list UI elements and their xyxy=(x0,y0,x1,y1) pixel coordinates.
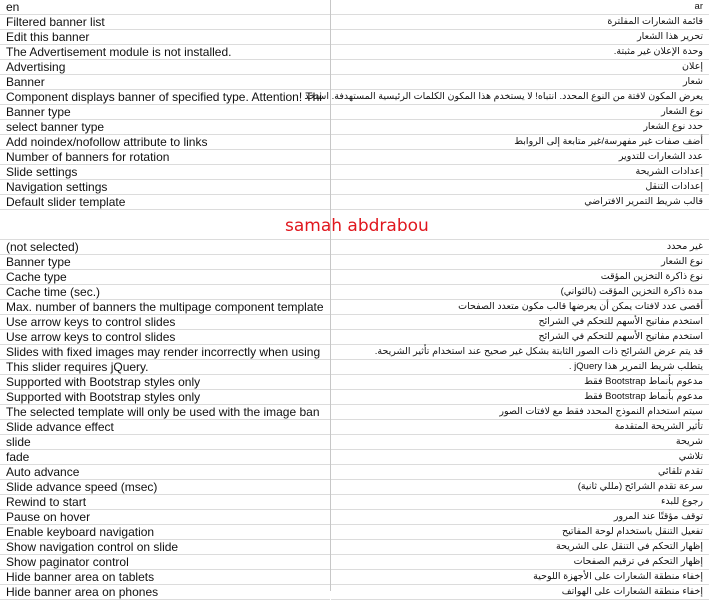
cell-ar[interactable]: يتطلب شريط التمرير هذا jQuery . xyxy=(568,361,703,372)
table-row[interactable] xyxy=(0,345,330,360)
table-row[interactable] xyxy=(331,345,709,360)
cell-ar[interactable]: إظهار التحكم في التنقل على الشريحة xyxy=(556,541,703,552)
cell-ar[interactable]: مدة ذاكرة التخزين المؤقت (بالثواني) xyxy=(560,286,703,297)
cell-en[interactable]: (not selected) xyxy=(6,240,79,254)
cell-en[interactable]: This slider requires jQuery. xyxy=(6,360,149,374)
table-row[interactable] xyxy=(331,75,709,90)
table-row[interactable] xyxy=(331,105,709,120)
table-row[interactable] xyxy=(331,480,709,495)
cell-ar[interactable]: تأثير الشريحة المتقدمة xyxy=(614,421,703,432)
table-row[interactable] xyxy=(0,300,330,315)
cell-en[interactable]: Pause on hover xyxy=(6,510,91,524)
cell-ar[interactable]: تفعيل التنقل باستخدام لوحة المفاتيح xyxy=(561,526,703,537)
cell-en[interactable]: Navigation settings xyxy=(6,180,108,194)
table-row[interactable] xyxy=(331,60,709,75)
table-row[interactable] xyxy=(331,240,709,255)
cell-en[interactable]: Filtered banner list xyxy=(6,15,105,29)
cell-ar[interactable]: وحدة الإعلان غير مثبتة. xyxy=(613,46,703,57)
table-row[interactable] xyxy=(331,195,709,210)
cell-en[interactable]: Component displays banner of specified type. Attention! Thi xyxy=(6,90,322,104)
table-row[interactable] xyxy=(331,270,709,285)
cell-en[interactable]: Banner type xyxy=(6,255,71,269)
table-row[interactable] xyxy=(0,255,330,270)
table-row[interactable] xyxy=(331,390,709,405)
table-row[interactable] xyxy=(0,135,330,150)
table-row[interactable] xyxy=(0,90,330,105)
table-row[interactable] xyxy=(0,495,330,510)
table-row[interactable] xyxy=(0,150,330,165)
cell-en[interactable]: Rewind to start xyxy=(6,495,87,509)
table-row[interactable] xyxy=(331,405,709,420)
cell-ar[interactable]: تحرير هذا الشعار xyxy=(637,31,703,42)
cell-en[interactable]: Banner type xyxy=(6,105,71,119)
cell-en[interactable]: Show paginator control xyxy=(6,555,129,569)
table-row[interactable] xyxy=(0,105,330,120)
table-row[interactable] xyxy=(331,45,709,60)
table-row[interactable] xyxy=(0,555,330,570)
column-en xyxy=(0,0,331,599)
table-row[interactable] xyxy=(331,360,709,375)
cell-ar[interactable]: إعدادات التنقل xyxy=(645,181,703,192)
table-row[interactable] xyxy=(331,120,709,135)
cell-ar[interactable]: قالب شريط التمرير الافتراضي xyxy=(584,196,703,207)
cell-ar[interactable]: سيتم استخدام النموذج المحدد فقط مع لافتات الصور xyxy=(499,406,703,417)
cell-ar[interactable]: قائمة الشعارات المفلترة xyxy=(607,16,703,27)
cell-en[interactable]: select banner type xyxy=(6,120,105,134)
table-row[interactable] xyxy=(0,120,330,135)
cell-en[interactable]: The Advertisement module is not installed. xyxy=(6,45,232,59)
table-row[interactable] xyxy=(0,30,330,45)
cell-ar[interactable]: شريحة xyxy=(675,436,703,447)
cell-en[interactable]: fade xyxy=(6,450,30,464)
table-row[interactable] xyxy=(0,390,330,405)
table-row[interactable] xyxy=(0,270,330,285)
cell-ar[interactable]: توقف مؤقتًا عند المرور xyxy=(613,511,703,522)
table-row[interactable] xyxy=(0,405,330,420)
table-row[interactable] xyxy=(331,315,709,330)
cell-en[interactable]: Supported with Bootstrap styles only xyxy=(6,390,201,404)
cell-ar[interactable]: إخفاء منطقة الشعارات على الهواتف xyxy=(561,586,703,597)
table-row[interactable] xyxy=(0,165,330,180)
table-row[interactable] xyxy=(0,450,330,465)
cell-en[interactable]: Add noindex/nofollow attribute to links xyxy=(6,135,208,149)
cell-ar[interactable]: غير محدد xyxy=(666,241,703,252)
table-row[interactable] xyxy=(331,285,709,300)
table-row[interactable] xyxy=(331,135,709,150)
cell-en[interactable]: Slide advance effect xyxy=(6,420,114,434)
table-row[interactable] xyxy=(0,330,330,345)
table-row[interactable] xyxy=(331,180,709,195)
table-row[interactable] xyxy=(0,360,330,375)
cell-ar[interactable]: حدد نوع الشعار xyxy=(643,121,703,132)
cell-en[interactable]: Auto advance xyxy=(6,465,80,479)
table-row[interactable] xyxy=(331,555,709,570)
table-row[interactable] xyxy=(304,90,709,105)
table-row[interactable] xyxy=(0,585,330,600)
table-row[interactable] xyxy=(0,195,330,210)
cell-ar[interactable]: قد يتم عرض الشرائح ذات الصور الثابتة بشكل غير صحيح عند استخدام تأثير الشريحة. xyxy=(374,346,703,357)
cell-en[interactable]: Use arrow keys to control slides xyxy=(6,315,176,329)
table-row[interactable] xyxy=(0,315,330,330)
table-row[interactable] xyxy=(331,450,709,465)
table-row[interactable] xyxy=(331,375,709,390)
cell-ar[interactable]: يعرض المكون لافتة من النوع المحدد. انتباه! لا يستخدم هذا المكون الكلمات الرئيسية المستهدفة. استخد xyxy=(304,91,703,102)
cell-ar[interactable]: مدعوم بأنماط Bootstrap فقط xyxy=(584,391,703,402)
cell-en[interactable]: Use arrow keys to control slides xyxy=(6,330,176,344)
table-row[interactable] xyxy=(331,570,709,585)
cell-ar[interactable]: إخفاء منطقة الشعارات على الأجهزة اللوحية xyxy=(533,571,703,582)
table-row[interactable] xyxy=(331,255,709,270)
header-cell-ar[interactable]: ar xyxy=(694,1,703,12)
cell-ar[interactable]: أقصى عدد لافتات يمكن أن يعرضها قالب مكون متعدد الصفحات xyxy=(458,301,703,312)
cell-en[interactable]: Number of banners for rotation xyxy=(6,150,170,164)
cell-ar[interactable]: تقدم تلقائي xyxy=(657,466,703,477)
cell-en[interactable]: Max. number of banners the multipage component template xyxy=(6,300,324,314)
cell-en[interactable]: slide xyxy=(6,435,31,449)
table-row[interactable] xyxy=(0,480,330,495)
cell-ar[interactable]: نوع الشعار xyxy=(661,256,703,267)
cell-en[interactable]: Cache type xyxy=(6,270,67,284)
cell-ar[interactable]: إعدادات الشريحة xyxy=(635,166,703,177)
table-row[interactable] xyxy=(0,240,330,255)
cell-en[interactable]: The selected template will only be used with the image ban xyxy=(6,405,320,419)
cell-ar[interactable]: نوع الشعار xyxy=(661,106,703,117)
table-row[interactable] xyxy=(331,300,709,315)
cell-en[interactable]: Edit this banner xyxy=(6,30,90,44)
table-row[interactable] xyxy=(0,210,330,240)
table-row[interactable] xyxy=(0,15,330,30)
cell-ar[interactable]: إظهار التحكم في ترقيم الصفحات xyxy=(573,556,703,567)
cell-ar[interactable]: شعار xyxy=(682,76,703,87)
cell-en[interactable]: Banner xyxy=(6,75,45,89)
cell-en[interactable]: Hide banner area on tablets xyxy=(6,570,155,584)
table-row[interactable] xyxy=(331,150,709,165)
table-row[interactable] xyxy=(331,495,709,510)
table-row[interactable] xyxy=(331,0,709,15)
table-row[interactable] xyxy=(0,285,330,300)
table-row[interactable] xyxy=(331,330,709,345)
table-row[interactable] xyxy=(331,30,709,45)
column-ar xyxy=(304,0,709,597)
table-row[interactable] xyxy=(0,435,330,450)
table-row[interactable] xyxy=(0,510,330,525)
header-cell-en[interactable]: en xyxy=(6,0,20,14)
cell-en[interactable]: Enable keyboard navigation xyxy=(6,525,155,539)
table-row[interactable] xyxy=(0,420,330,435)
cell-en[interactable]: Hide banner area on phones xyxy=(6,585,159,599)
table-row[interactable] xyxy=(0,465,330,480)
table-row[interactable] xyxy=(0,180,330,195)
table-row[interactable] xyxy=(331,165,709,180)
cell-en[interactable]: Slide advance speed (msec) xyxy=(6,480,158,494)
table-row[interactable] xyxy=(331,435,709,450)
table-row[interactable] xyxy=(0,0,330,15)
table-row[interactable] xyxy=(0,60,330,75)
cell-ar[interactable]: رجوع للبدء xyxy=(660,496,703,507)
cell-en[interactable]: Cache time (sec.) xyxy=(6,285,101,299)
watermark: samah abdrabou xyxy=(285,216,429,236)
cell-ar[interactable]: استخدم مفاتيح الأسهم للتحكم في الشرائح xyxy=(538,331,703,342)
cell-en[interactable]: Slide settings xyxy=(6,165,78,179)
table-row[interactable] xyxy=(331,15,709,30)
cell-ar[interactable]: عدد الشعارات للتدوير xyxy=(618,151,703,162)
table-row[interactable] xyxy=(331,465,709,480)
cell-en[interactable]: Show navigation control on slide xyxy=(6,540,179,554)
cell-en[interactable]: Supported with Bootstrap styles only xyxy=(6,375,201,389)
table-row[interactable] xyxy=(0,570,330,585)
cell-ar[interactable]: نوع ذاكرة التخزين المؤقت xyxy=(600,271,703,282)
cell-en[interactable]: Slides with fixed images may render incorrectly when using xyxy=(6,345,321,359)
table-row[interactable] xyxy=(331,585,709,600)
table-row[interactable] xyxy=(0,45,330,60)
table-row[interactable] xyxy=(331,540,709,555)
table-row[interactable] xyxy=(0,540,330,555)
table-row[interactable] xyxy=(0,525,330,540)
cell-en[interactable]: Default slider template xyxy=(6,195,126,209)
cell-ar[interactable]: استخدم مفاتيح الأسهم للتحكم في الشرائح xyxy=(538,316,703,327)
table-row[interactable] xyxy=(0,75,330,90)
cell-ar[interactable]: تلاشي xyxy=(678,451,703,462)
table-row[interactable] xyxy=(0,375,330,390)
cell-ar[interactable]: سرعة تقدم الشرائح (مللي ثانية) xyxy=(577,481,703,492)
table-row[interactable] xyxy=(331,525,709,540)
cell-ar[interactable]: إعلان xyxy=(682,61,703,72)
cell-ar[interactable]: مدعوم بأنماط Bootstrap فقط xyxy=(584,376,703,387)
table-row[interactable] xyxy=(331,510,709,525)
table-row[interactable] xyxy=(331,420,709,435)
cell-en[interactable]: Advertising xyxy=(6,60,66,74)
cell-ar[interactable]: أضف صفات غير مفهرسة/غير متابعة إلى الروابط xyxy=(514,136,703,147)
